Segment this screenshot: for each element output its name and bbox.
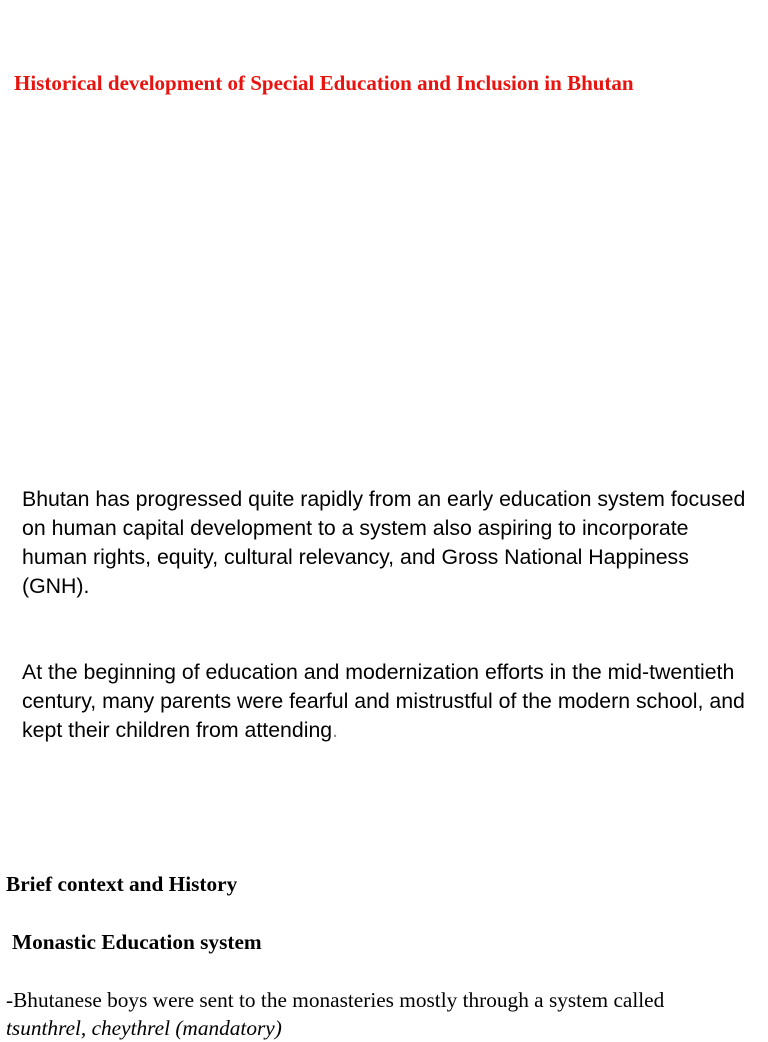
modernization-paragraph-period: . [332,718,339,742]
section-heading-context: Brief context and History [6,872,238,896]
modernization-paragraph-text: At the beginning of education and modernization efforts in the mid-twentieth century, many parents were fearful and mistrustful of the modern school, and kept their children from attending [22,660,745,742]
document-title: Historical development of Special Education and Inclusion in Bhutan [14,71,634,95]
monastic-body-line-cut: tsunthrel, cheythrel (mandatory) [6,1016,282,1040]
monastic-body-line: -Bhutanese boys were sent to the monasteries mostly through a system called [6,988,665,1012]
section-heading-monastic: Monastic Education system [12,930,262,954]
intro-paragraph: Bhutan has progressed quite rapidly from an early education system focused on human capital development to a system also aspiring to incorporate human rights, equity, cultural relevancy, and Gross National Happiness (GNH). [22,487,746,598]
modernization-paragraph [22,658,752,745]
